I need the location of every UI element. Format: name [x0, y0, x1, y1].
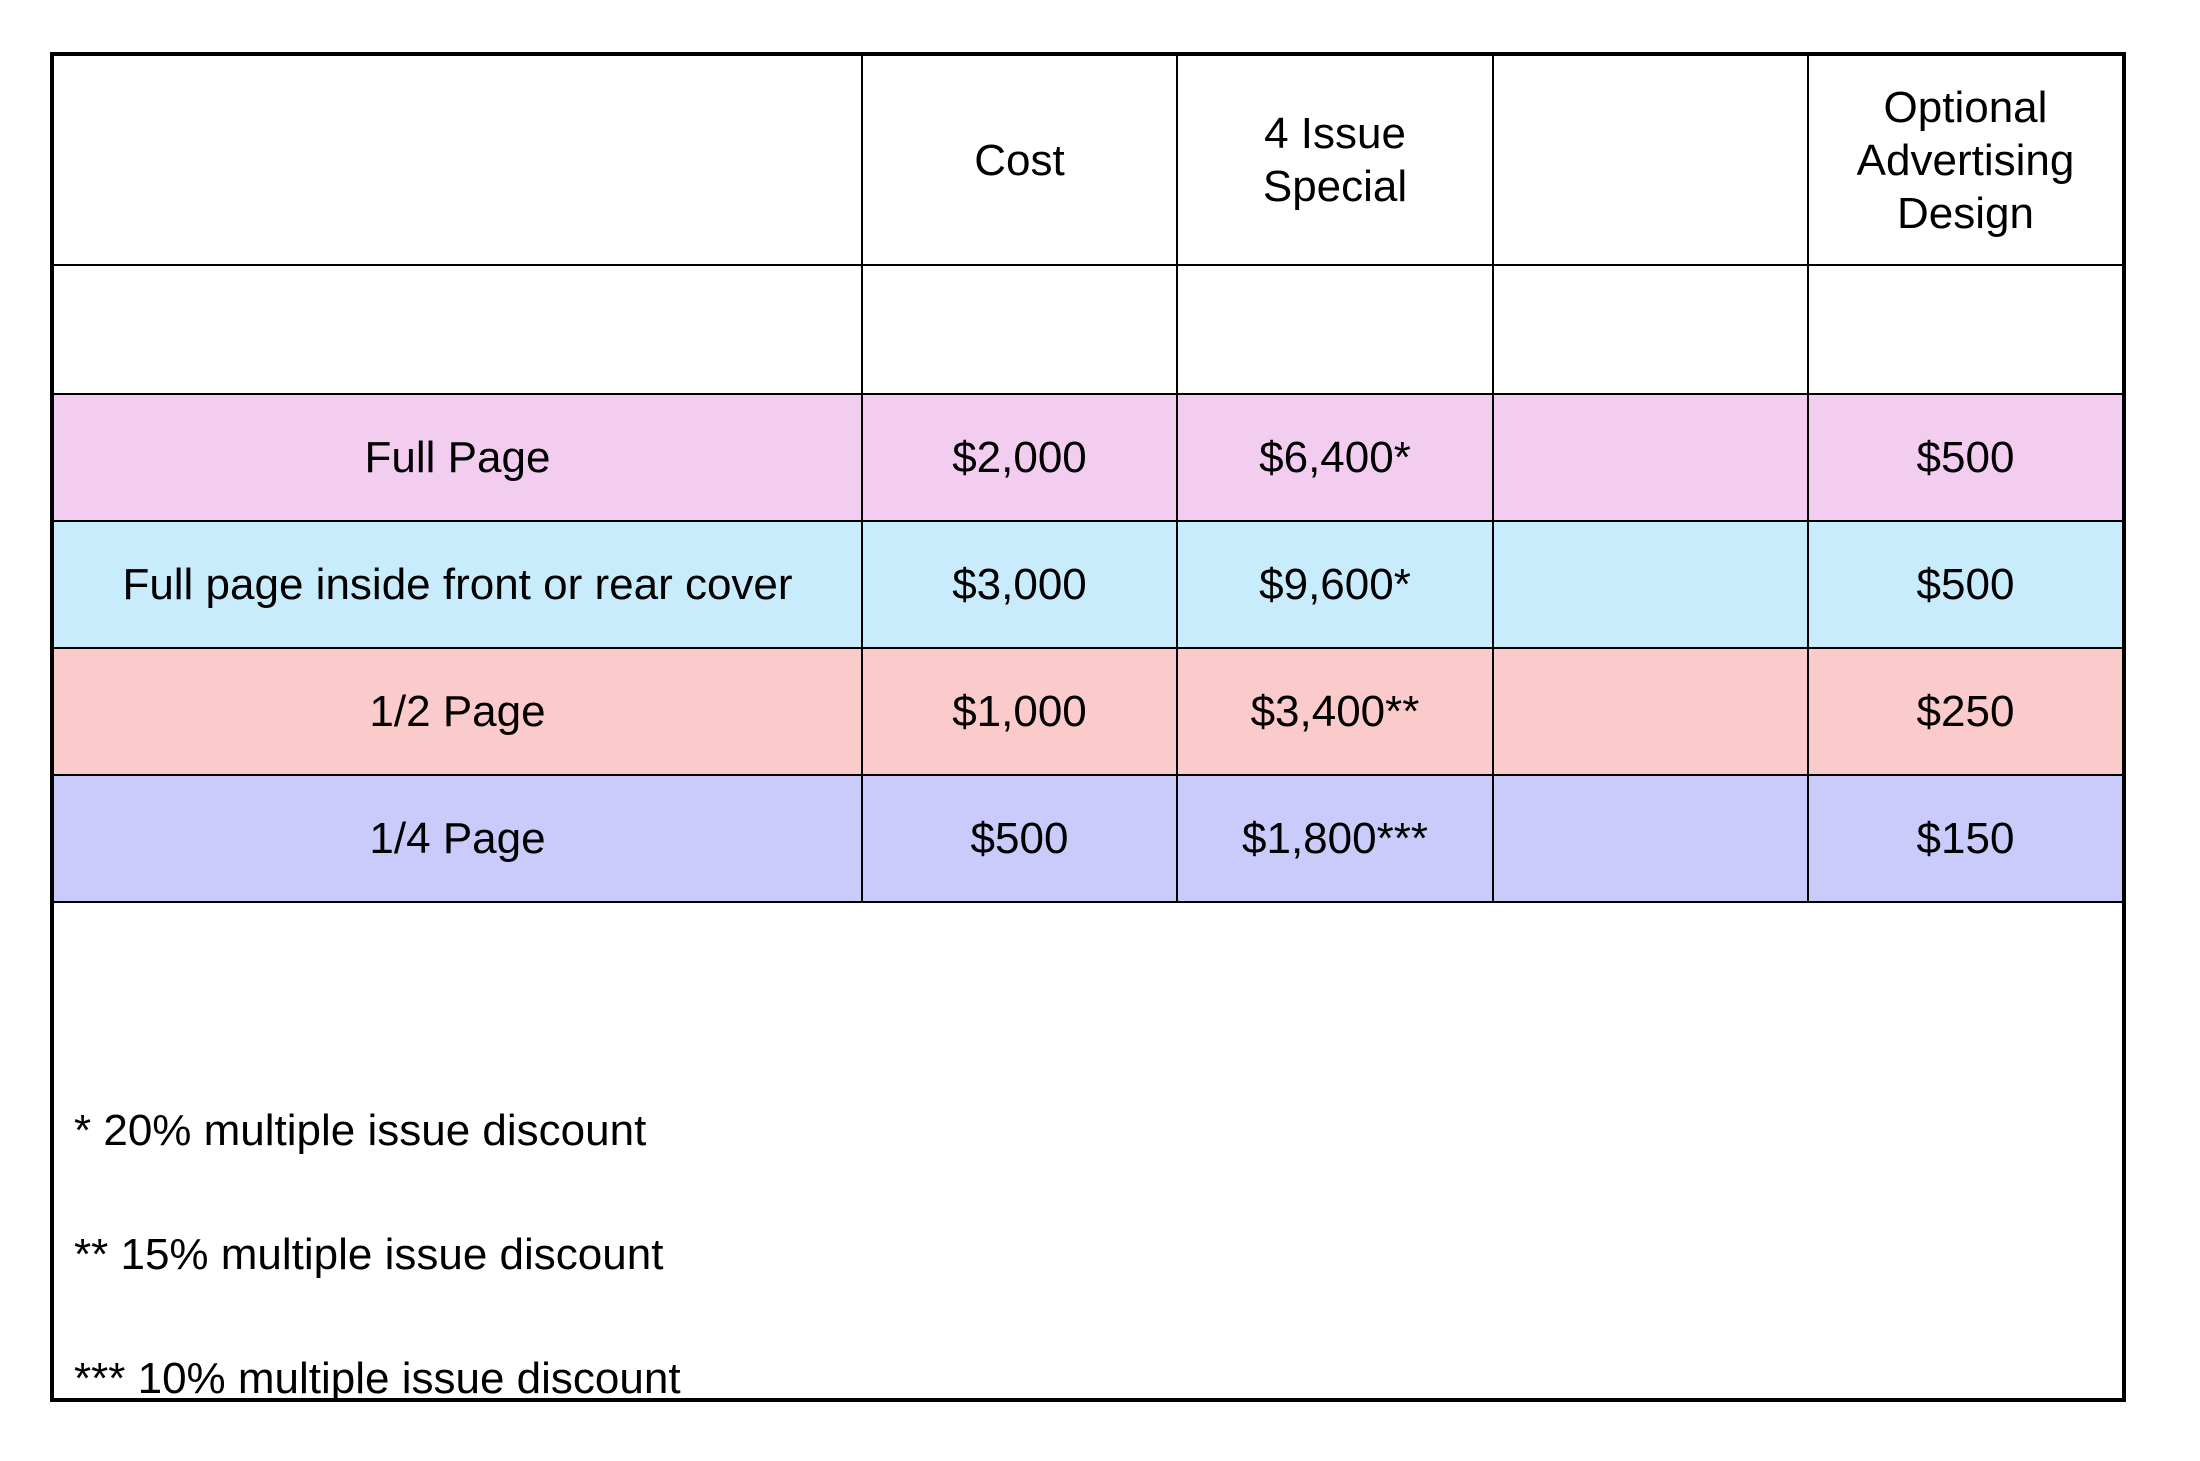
design-cell: $500: [1808, 521, 2122, 648]
spacer-row: [54, 265, 2122, 394]
header-cell-design: Optional Advertising Design: [1808, 56, 2122, 265]
spacer-cell: [54, 265, 862, 394]
row-label: 1/4 Page: [54, 775, 862, 902]
special-cell: $9,600*: [1177, 521, 1493, 648]
spacer-cell: [1808, 265, 2122, 394]
header-cell-label: [54, 56, 862, 265]
design-cell: $150: [1808, 775, 2122, 902]
design-cell: $500: [1808, 394, 2122, 521]
special-cell: $3,400**: [1177, 648, 1493, 775]
cost-cell: $2,000: [862, 394, 1177, 521]
cost-cell: $3,000: [862, 521, 1177, 648]
rate-card-frame: [50, 52, 2126, 1402]
advertising-rates-table: [54, 56, 2122, 903]
header-cell-blank: [1493, 56, 1808, 265]
cost-cell: $500: [862, 775, 1177, 902]
footnote: *** 10% multiple issue discount: [74, 1354, 681, 1403]
blank-cell: [1493, 521, 1808, 648]
spacer-cell: [862, 265, 1177, 394]
table-row: [54, 394, 2122, 521]
table-row: [54, 521, 2122, 648]
blank-cell: [1493, 648, 1808, 775]
footnote: ** 15% multiple issue discount: [74, 1230, 664, 1279]
header-cell-cost: Cost: [862, 56, 1177, 265]
row-label: Full Page: [54, 394, 862, 521]
header-row: [54, 56, 2122, 265]
design-cell: $250: [1808, 648, 2122, 775]
spacer-cell: [1177, 265, 1493, 394]
special-cell: $1,800***: [1177, 775, 1493, 902]
blank-cell: [1493, 394, 1808, 521]
special-cell: $6,400*: [1177, 394, 1493, 521]
spacer-cell: [1493, 265, 1808, 394]
blank-cell: [1493, 775, 1808, 902]
table-row: [54, 648, 2122, 775]
row-label: Full page inside front or rear cover: [54, 521, 862, 648]
cost-cell: $1,000: [862, 648, 1177, 775]
row-label: 1/2 Page: [54, 648, 862, 775]
header-cell-special: 4 Issue Special: [1177, 56, 1493, 265]
footnote: * 20% multiple issue discount: [74, 1106, 647, 1155]
table-row: [54, 775, 2122, 902]
